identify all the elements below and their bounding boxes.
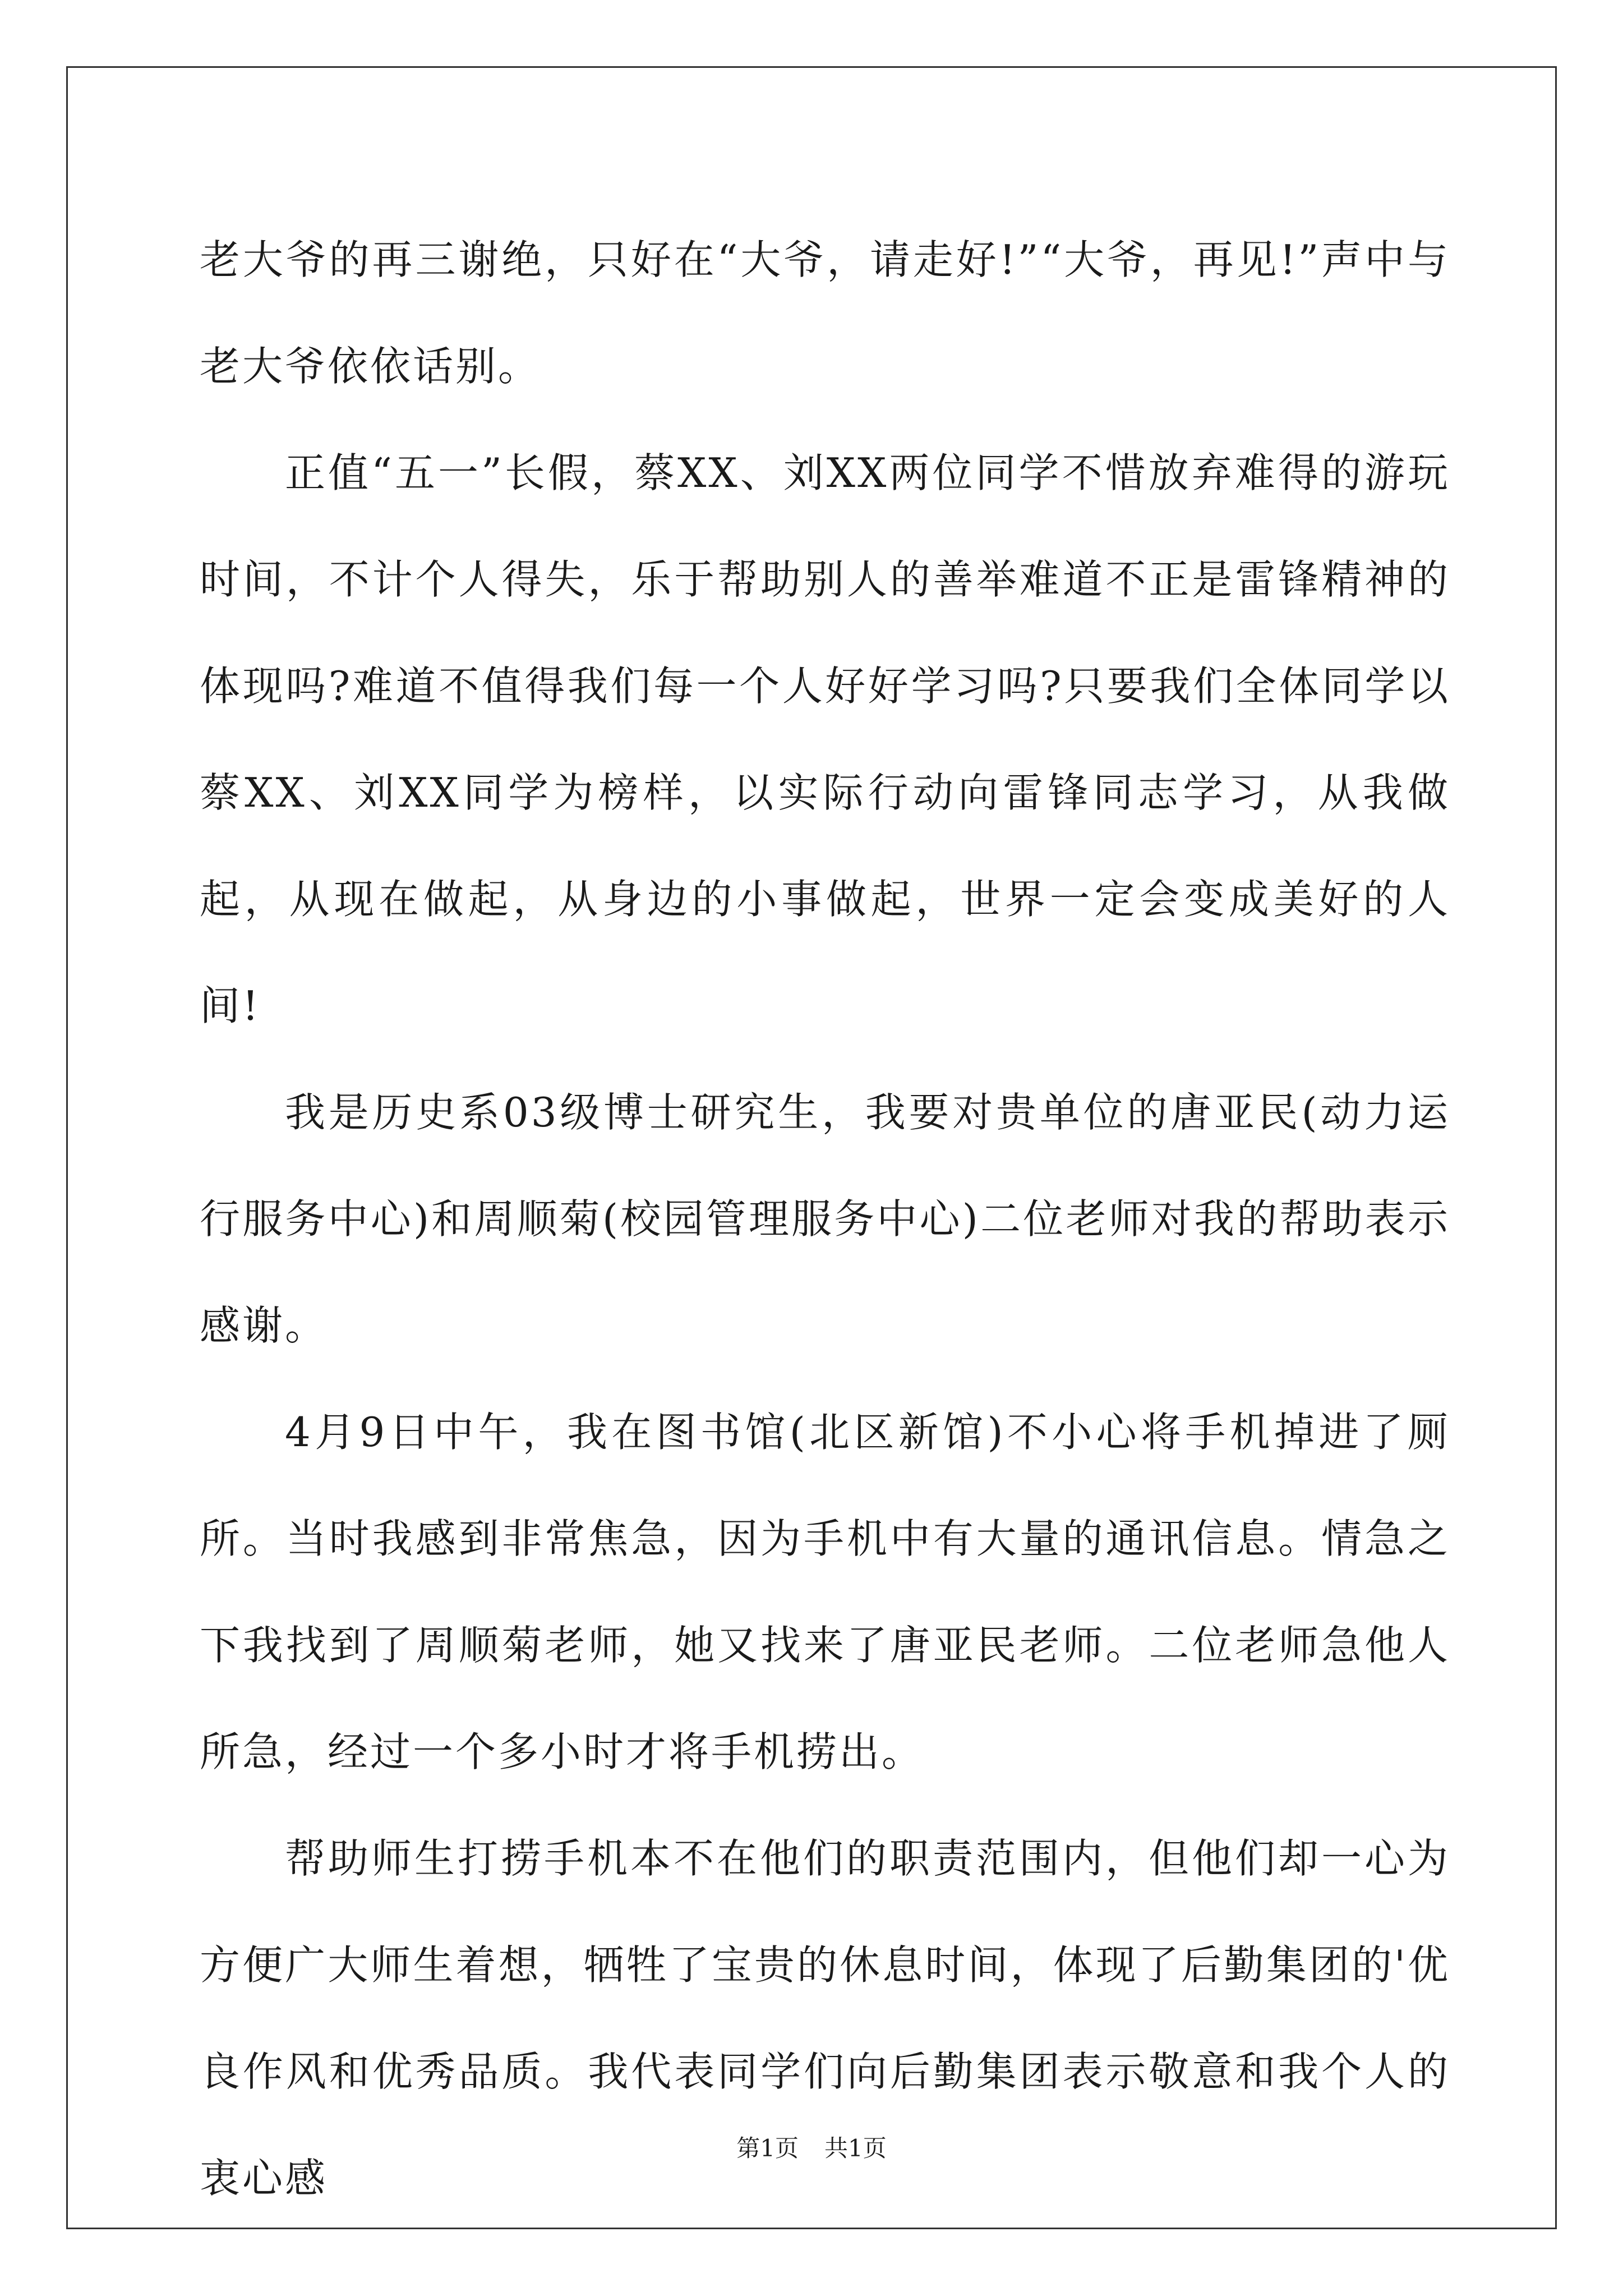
paragraph-3: 我是历史系03级博士研究生，我要对贵单位的唐亚民(动力运行服务中心)和周顺菊(校园管理服务中心)二位老师对我的帮助表示感谢。 <box>200 1089 1450 1349</box>
paragraph-4: 4月9日中午，我在图书馆(北区新馆)不小心将手机掉进了厕所。当时我感到非常焦急，因为手机中有大量的通讯信息。情急之下我找到了周顺菊老师，她又找来了唐亚民老师。二位老师急他人所急，经过一个多小时才将手机捞出。 <box>200 1409 1450 1775</box>
paragraph-2: 正值“五一”长假，蔡XX、刘XX两位同学不惜放弃难得的游玩时间，不计个人得失，乐于帮助别人的善举难道不正是雷锋精神的体现吗?难道不值得我们每一个人好好学习吗?只要我们全体同学以蔡XX、刘XX同学为榜样，以实际行动向雷锋同志学习，从我做起，从现在做起，从身边的小事做起，世界一定会变成美好的人间! <box>200 449 1450 1029</box>
page-number: 第1页 <box>736 2134 799 2162</box>
page-footer <box>0 2132 1623 2165</box>
paragraph-5: 帮助师生打捞手机本不在他们的职责范围内，但他们却一心为方便广大师生着想，牺牲了宝贵的休息时间，体现了后勤集团的'优良作风和优秀品质。我代表同学们向后勤集团表示敬意和我个人的衷心感 <box>200 1835 1450 2202</box>
document-body <box>200 206 1450 2231</box>
paragraph-1: 老大爷的再三谢绝，只好在“大爷，请走好!”“大爷，再见!”声中与老大爷依依话别。 <box>200 236 1450 390</box>
page-total: 共1页 <box>824 2134 887 2162</box>
